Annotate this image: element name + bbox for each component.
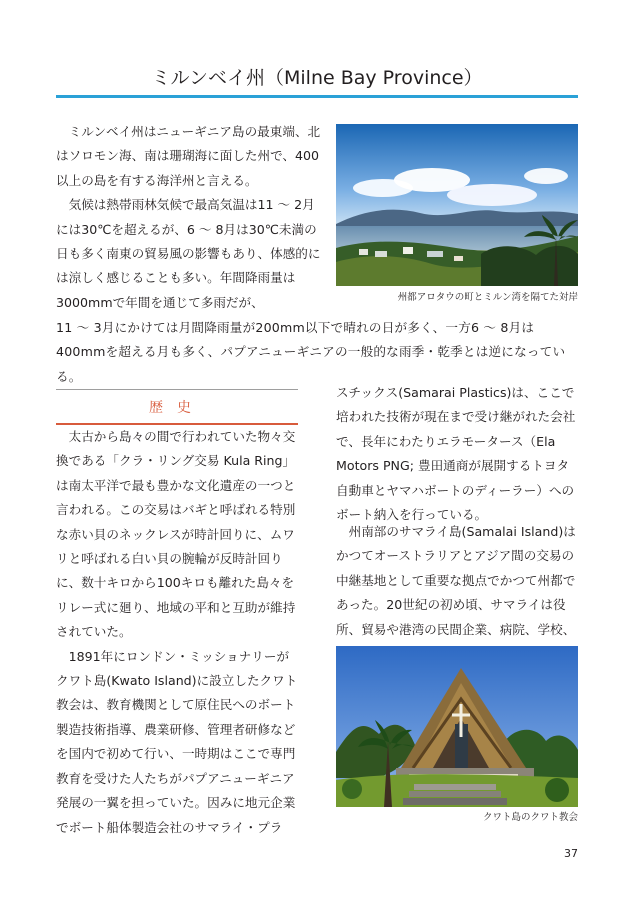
title-rule	[56, 95, 578, 98]
kwato-church-photo	[336, 646, 578, 807]
alotau-bay-illustration	[336, 124, 578, 286]
intro-paragraph-1: ミルンベイ州はニューギニア島の最東端、北はソロモン海、南は珊瑚海に面した州で、400以上の島を有する海洋州と言える。	[56, 124, 321, 188]
history-paragraph-2: 1891年にロンドン・ミッショナリーがクワト島(Kwato Island)に設立したクワト教会は、教育機関として原住民へのボート製造技術指導、農業研修、管理者研修などを国内で初めて行い、一時期はここで専門教育を受けた人たちがパプアニューギニア発展の一翼を担っていた。因みに地元企業でボート船体製造会社のサマライ・プラ	[56, 648, 298, 835]
history-right-paragraph-1: スチックス(Samarai Plastics)は、ここで培われた技術が現在まで受け継がれた会社で、長年にわたりエラモータース（Ela Motors PNG; 豊田通商が展開するトヨタ自動車とヤマハボートのディーラー）へのボート納入を行っている。	[336, 385, 576, 523]
intro-continuation-text: 11 ～ 3月にかけては月間降雨量が200mm以下で晴れの日が多く、一方6 ～ 8月は400mmを超える月も多く、パプアニューギニアの一般的な雨季・乾季とは逆になっている。	[56, 320, 566, 384]
intro-paragraph-2: 気候は熱帯雨林気候で最高気温は11 ～ 2月には30℃を超えるが、6 ～ 8月は30℃未満の日も多く南東の貿易風の影響もあり、体感的には涼しく感じることも多い。年間降雨量は3000mmで年間を通じて多雨だが、	[56, 197, 321, 310]
history-section-heading: 歴史	[56, 389, 298, 425]
intro-continuation	[56, 316, 578, 389]
top-photo-caption: 州都アロタウの町とミルン湾を隔てた対岸	[397, 292, 578, 303]
page-title: ミルンベイ州（Milne Bay Province）	[151, 67, 483, 89]
bottom-photo-caption: クワト島のクワト教会	[482, 812, 578, 823]
intro-text	[56, 120, 322, 315]
history-left-column	[56, 425, 300, 840]
history-right-column-bottom	[336, 520, 580, 642]
history-paragraph-1: 太古から島々の間で行われていた物々交換である「クラ・リング交易 Kula Ring」は南太平洋で最も豊かな文化遺産の一つと言われる。この交易はバギと呼ばれる特別な赤い貝のネックレスが時計回りに、ムワリと呼ばれる白い貝の腕輪が反時計回りに、数十キロから100キロも離れた島々をリレー式に廻り、地域の平和と互助が維持されていた。	[56, 429, 296, 640]
history-right-column-top	[336, 381, 580, 527]
page-number: 37	[564, 847, 578, 860]
alotau-bay-photo	[336, 124, 578, 286]
kwato-church-illustration	[336, 646, 578, 807]
history-right-paragraph-2: 州南部のサマライ島(Samalai Island)はかつてオーストラリアとアジア間の交易の中継基地として重要な拠点でかつて州都であった。20世紀の初め頃、サマライは役所、貿易や港湾の民間企業、病院、学校、	[336, 524, 576, 637]
